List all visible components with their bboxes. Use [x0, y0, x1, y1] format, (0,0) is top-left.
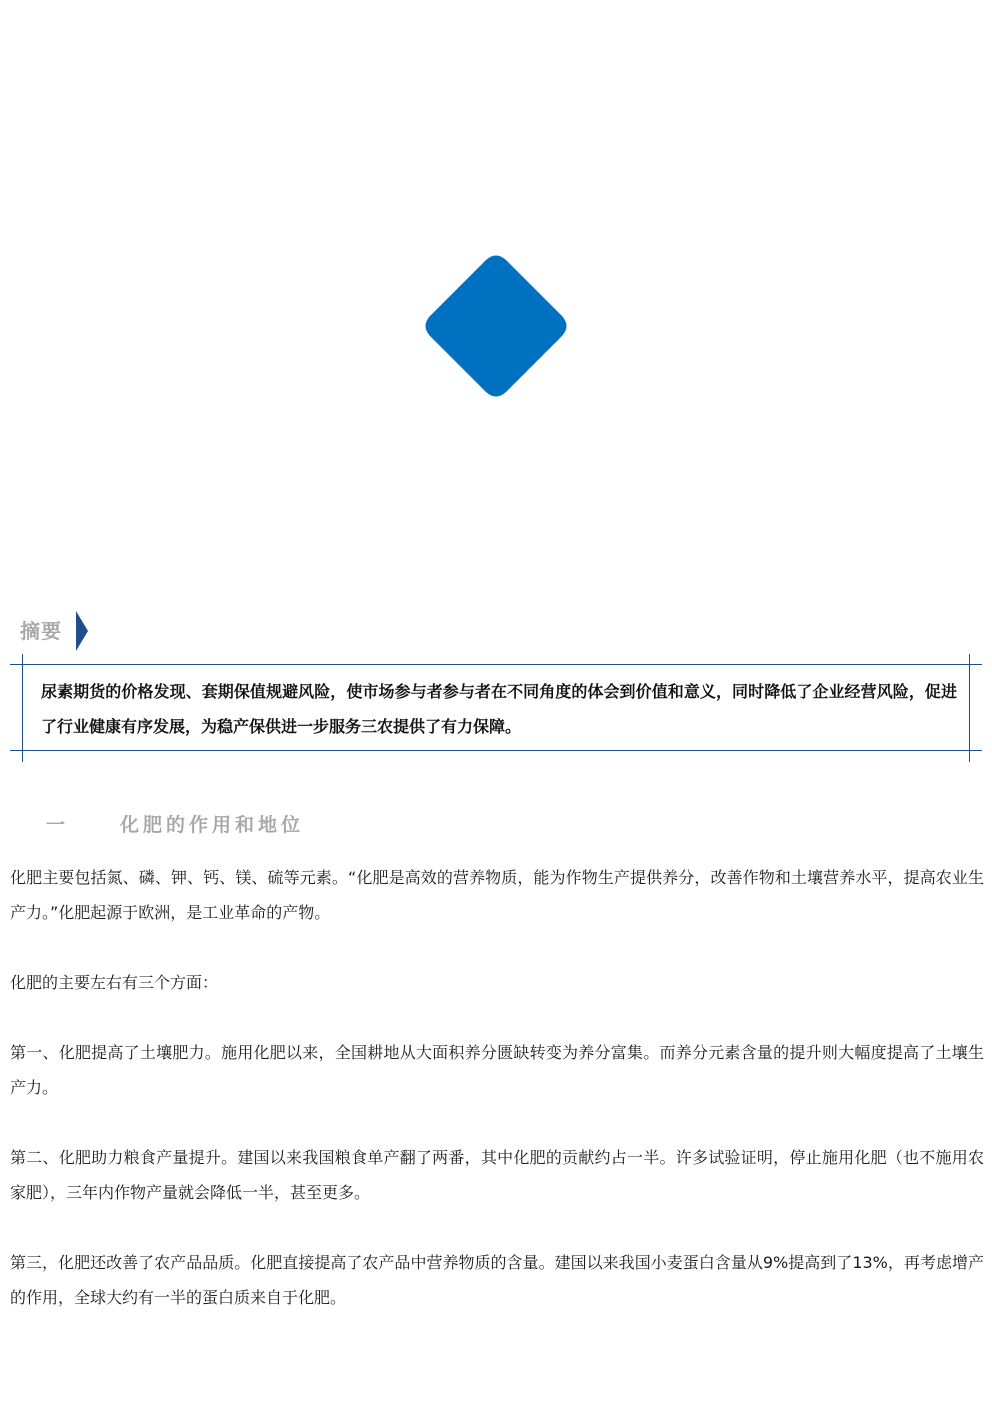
paragraph-point-3: 第三，化肥还改善了农产品品质。化肥直接提高了农产品中营养物质的含量。建国以来我国小麦蛋白含量从9%提高到了13%，再考虑增产的作用，全球大约有一半的蛋白质来自于化肥。 — [10, 1253, 984, 1307]
blue-diamond-icon — [424, 254, 568, 398]
paragraph-intro: 化肥主要包括氮、磷、钾、钙、镁、硫等元素。“化肥是高效的营养物质，能为作物生产提供养分，改善作物和土壤营养水平，提高农业生产力。”化肥起源于欧洲，是工业革命的产物。 — [10, 868, 984, 922]
abstract-text: 尿素期货的价格发现、套期保值规避风险，使市场参与者参与者在不同角度的体会到价值和意义，同时降低了企业经营风险，促进了行业健康有序发展，为稳产保供进一步服务三农提供了有力保障。 — [41, 682, 957, 736]
chevron-right-icon — [76, 611, 88, 651]
section-title: 化肥的作用和地位 — [120, 814, 305, 836]
section-heading — [46, 810, 304, 837]
diamond-logo — [424, 254, 568, 398]
paragraph-lead: 化肥的主要左右有三个方面： — [10, 973, 219, 992]
diamond-shape — [426, 256, 567, 397]
paragraph-point-2: 第二、化肥助力粮食产量提升。建国以来我国粮食单产翻了两番，其中化肥的贡献约占一半。许多试验证明，停止施用化肥（也不施用农家肥），三年内作物产量就会降低一半，甚至更多。 — [10, 1148, 984, 1202]
abstract-label: 摘要 — [20, 619, 62, 643]
section-number: 一 — [46, 814, 70, 836]
abstract-bottom-rule — [10, 750, 982, 751]
abstract-left-rule — [22, 654, 23, 762]
paragraph-point-1: 第一、化肥提高了土壤肥力。施用化肥以来，全国耕地从大面积养分匮缺转变为养分富集。而养分元素含量的提升则大幅度提高了土壤生产力。 — [10, 1043, 984, 1097]
abstract-right-rule — [969, 654, 970, 762]
abstract-top-rule — [10, 664, 982, 665]
